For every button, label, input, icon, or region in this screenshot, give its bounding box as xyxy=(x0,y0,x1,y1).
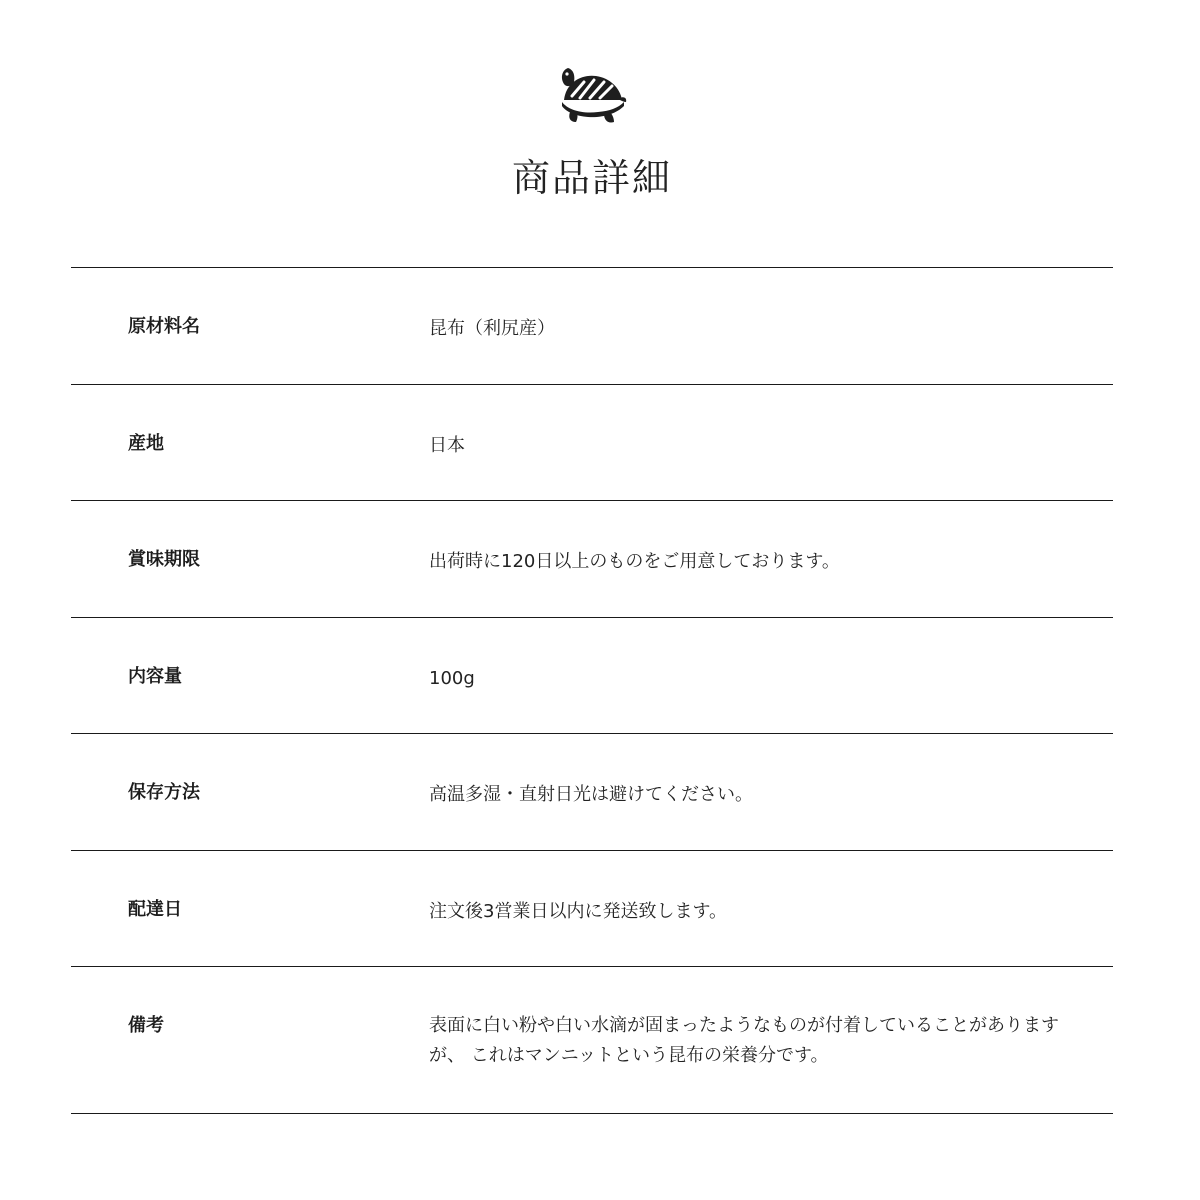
row-value-contents: 100g xyxy=(429,667,475,689)
row-label-ingredients: 原材料名 xyxy=(128,316,200,337)
row-value-ingredients: 昆布（利尻産） xyxy=(429,318,555,339)
row-value-origin: 日本 xyxy=(429,434,465,456)
table-row xyxy=(71,734,1113,851)
table-row xyxy=(71,385,1113,502)
row-label-storage: 保存方法 xyxy=(128,782,200,803)
row-value-storage: 高温多湿・直射日光は避けてください。 xyxy=(429,784,753,805)
table-row xyxy=(71,501,1113,618)
table-row xyxy=(71,851,1113,968)
row-label-delivery: 配達日 xyxy=(128,898,182,920)
page-title: 商品詳細 xyxy=(511,156,672,200)
turtle-icon xyxy=(558,62,628,128)
row-value-best-before: 出荷時に120日以上のものをご用意しております。 xyxy=(429,551,840,572)
product-detail-table xyxy=(71,267,1113,1114)
table-row xyxy=(71,268,1113,385)
table-row xyxy=(71,967,1113,1114)
row-label-notes: 備考 xyxy=(128,1015,164,1036)
row-label-origin: 産地 xyxy=(128,432,164,454)
row-value-notes: 表面に白い粉や白い水滴が固まったようなものが付着していることがありますが、 これはマンニットという昆布の栄養分です。 xyxy=(429,1015,1059,1066)
row-label-best-before: 賞味期限 xyxy=(128,549,200,570)
table-row xyxy=(71,618,1113,735)
row-value-delivery: 注文後3営業日以内に発送致します。 xyxy=(429,900,728,922)
row-label-contents: 内容量 xyxy=(128,665,182,687)
